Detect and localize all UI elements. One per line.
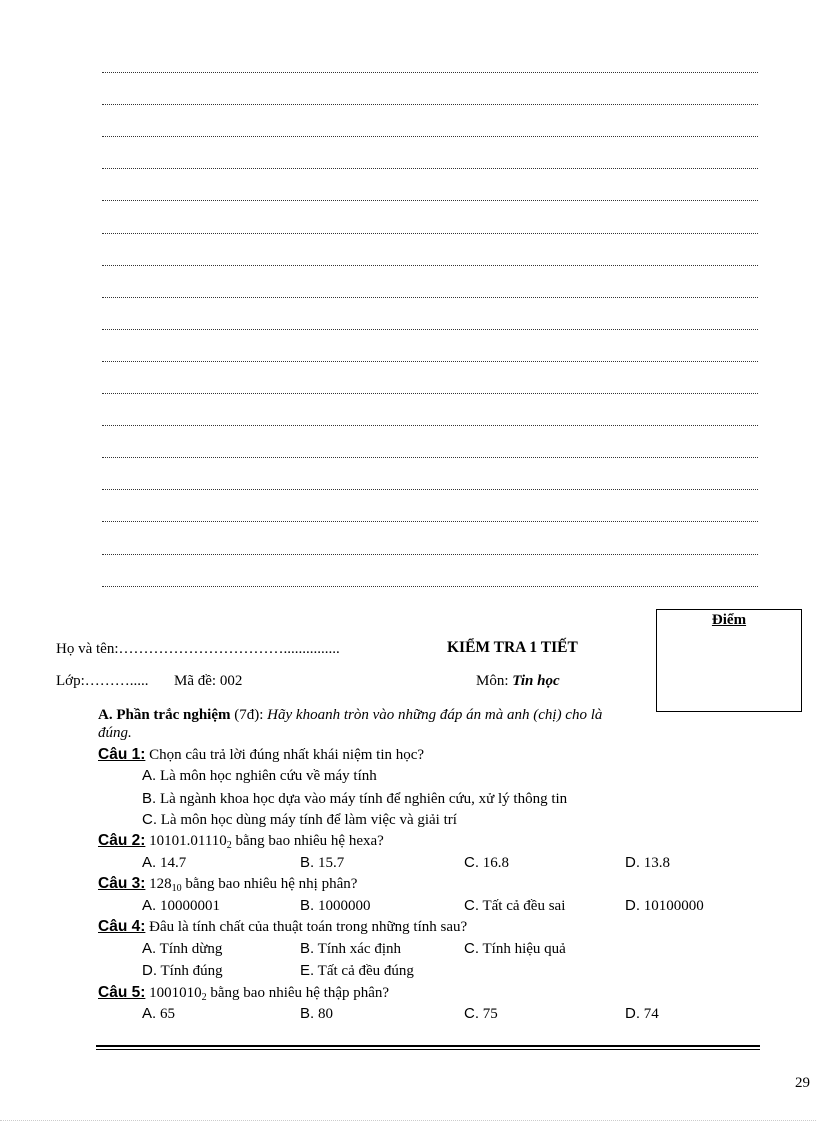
question-4-head: Câu 4: [98,918,146,935]
question-3 [98,875,357,898]
question-5 [98,984,389,1007]
answer-line [102,136,758,137]
question-5-number: 1001010 [149,985,202,1001]
question-5-option-d[interactable]: D. 74 [625,1005,659,1022]
answer-line [102,265,758,266]
section-a-title: A. Phần trắc nghiệm [98,707,231,723]
answer-line [102,104,758,105]
question-1-text: Chọn câu trả lời đúng nhất khái niệm tin học? [149,747,425,763]
answer-line [102,200,758,201]
question-3-base: 10 [171,883,182,894]
page-bottom-border [0,1120,816,1121]
section-a-heading [98,706,602,724]
question-2-option-c[interactable]: C. 16.8 [464,854,509,871]
answer-line [102,72,758,73]
question-3-head: Câu 3: [98,875,146,892]
answer-line [102,329,758,330]
question-4-option-c[interactable]: C. Tính hiệu quả [464,940,566,957]
question-4 [98,918,467,936]
question-1-option-a[interactable]: A. Là môn học nghiên cứu về máy tính [142,767,377,784]
question-3-text: bằng bao nhiêu hệ nhị phân? [185,876,358,892]
exam-code: Mã đề: 002 [174,673,243,689]
question-5-base: 2 [201,992,207,1003]
subject-value: Tin học [512,673,560,689]
answer-line [102,393,758,394]
page-number: 29 [795,1075,810,1091]
answer-line [102,586,758,587]
subject-label: Môn: [476,673,509,689]
question-4-option-a[interactable]: A. Tính dừng [142,940,223,957]
score-label: Điểm [711,612,747,628]
question-5-head: Câu 5: [98,984,146,1001]
question-5-option-c[interactable]: C. 75 [464,1005,498,1022]
question-3-number: 128 [149,876,172,892]
question-1-option-c[interactable]: C. Là môn học dùng máy tính để làm việc và giải trí [142,811,457,828]
footer-rule-top [96,1045,760,1047]
question-1-head: Câu 1: [98,746,146,763]
section-a-instruction-cont: đúng. [98,725,132,741]
question-4-option-b[interactable]: B. Tính xác định [300,940,401,957]
question-3-option-b[interactable]: B. 1000000 [300,897,371,914]
answer-line [102,489,758,490]
question-2-head: Câu 2: [98,832,146,849]
answer-line [102,521,758,522]
question-2 [98,832,384,855]
question-1-option-b[interactable]: B. Là ngành khoa học dựa vào máy tính để nghiên cứu, xử lý thông tin [142,790,568,807]
question-4-option-d[interactable]: D. Tính đúng [142,962,223,979]
question-2-option-d[interactable]: D. 13.8 [625,854,670,871]
question-3-option-d[interactable]: D. 10100000 [625,897,704,914]
answer-line [102,168,758,169]
question-2-text: bằng bao nhiêu hệ hexa? [235,833,384,849]
subject-line [476,672,560,690]
question-3-option-c[interactable]: C. Tất cả đều sai [464,897,566,914]
question-2-base: 2 [226,840,232,851]
question-5-text: bằng bao nhiêu hệ thập phân? [210,985,390,1001]
question-1 [98,746,424,764]
exam-title: KIỂM TRA 1 TIẾT [447,639,578,656]
section-a-points: (7đ): [234,707,264,723]
question-4-text: Đâu là tính chất của thuật toán trong những tính sau? [149,919,468,935]
question-5-option-b[interactable]: B. 80 [300,1005,333,1022]
question-3-option-a[interactable]: A. 10000001 [142,897,220,914]
score-box [656,609,802,712]
footer-rule-bottom [96,1049,760,1050]
class-field-label: Lớp:………..... [56,673,149,689]
answer-line [102,361,758,362]
question-2-number: 10101.01110 [149,833,227,849]
section-a-instruction: Hãy khoanh tròn vào những đáp án mà anh (chị) cho là [267,707,603,723]
question-5-option-a[interactable]: A. 65 [142,1005,175,1022]
answer-line [102,425,758,426]
answer-line [102,233,758,234]
question-4-option-e[interactable]: E. Tất cả đều đúng [300,962,414,979]
answer-line [102,297,758,298]
question-2-option-b[interactable]: B. 15.7 [300,854,345,871]
name-field-label: Họ và tên:……………………………............... [56,641,340,657]
question-2-option-a[interactable]: A. 14.7 [142,854,187,871]
answer-line [102,457,758,458]
answer-line [102,554,758,555]
